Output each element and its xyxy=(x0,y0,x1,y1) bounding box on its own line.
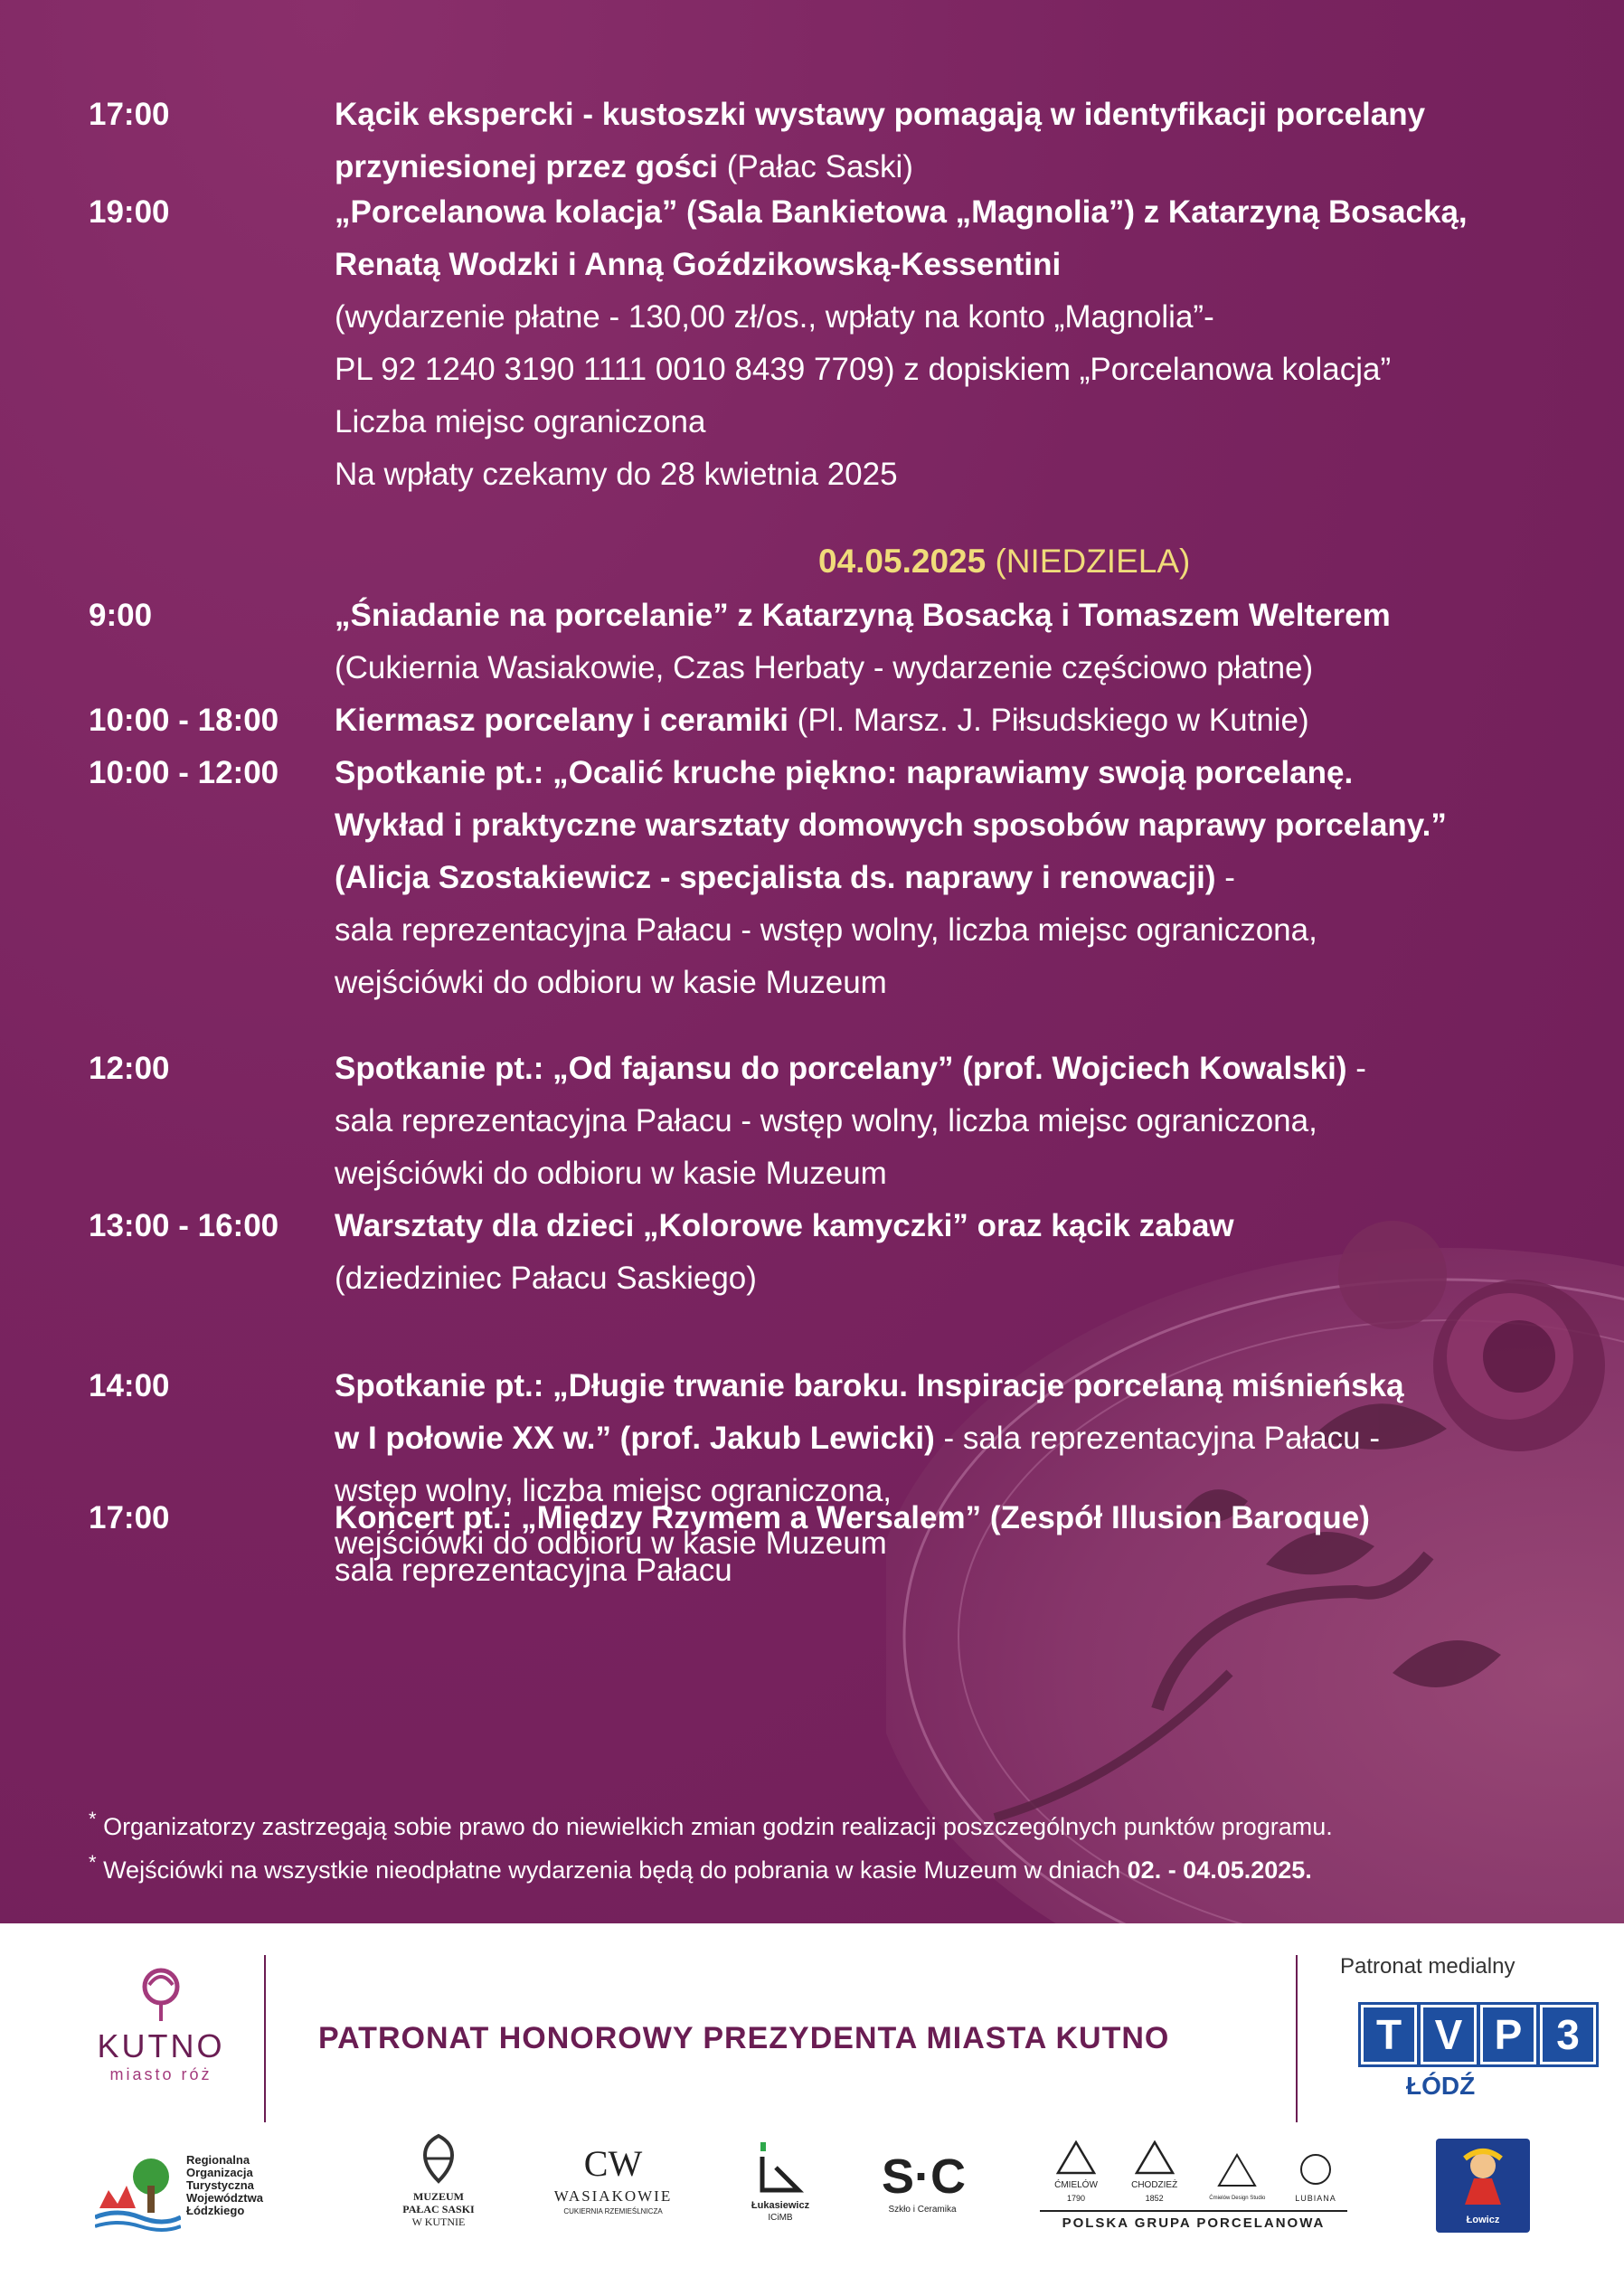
muzeum-line: PAŁAC SASKI xyxy=(402,2203,475,2215)
description-line xyxy=(335,1148,1572,1200)
description-line xyxy=(335,694,1572,747)
program-entry xyxy=(89,1492,1572,1597)
entry-time: 10:00 - 12:00 xyxy=(89,755,279,790)
bold-text: Wykład i praktyczne warsztaty domowych sposobów naprawy porcelany.” xyxy=(335,808,1447,843)
regular-text: (dziedziniec Pałacu Saskiego) xyxy=(335,1261,757,1296)
lubiana-icon xyxy=(1298,2151,1334,2187)
design-studio-triangle-icon xyxy=(1217,2153,1257,2187)
footnote-date: 02. - 04.05.2025. xyxy=(1127,1856,1312,1884)
description-line xyxy=(335,799,1572,852)
regular-text: (Cukiernia Wasiakowie, Czas Herbaty - wydarzenie częściowo płatne) xyxy=(335,650,1314,685)
bold-text: Renatą Wodzki i Anną Goździkowską-Kessentini xyxy=(335,247,1062,282)
regular-text: wejściówki do odbioru w kasie Muzeum xyxy=(335,965,887,1000)
muzeum-line: MUZEUM xyxy=(413,2190,464,2203)
pgp-group: POLSKA GRUPA PORCELANOWA xyxy=(1040,2210,1347,2231)
program-entry xyxy=(89,590,1572,694)
day2-date: 04.05.2025 xyxy=(818,543,987,580)
pgp-brand: CHODZIEŻ xyxy=(1131,2180,1178,2190)
entry-time: 19:00 xyxy=(89,194,170,230)
description-line xyxy=(335,291,1572,344)
pgp-brand: Ćmielów Design Studio xyxy=(1209,2196,1266,2201)
regular-text: wejściówki do odbioru w kasie Muzeum xyxy=(335,1156,887,1191)
lowicz-logo xyxy=(1436,2139,1530,2233)
sc-logo xyxy=(882,2149,966,2216)
bold-text: przyniesionej przez gości xyxy=(335,149,718,184)
tvp3-logo xyxy=(1361,2005,1596,2064)
regular-text: - xyxy=(1346,1051,1366,1086)
description-line xyxy=(335,1412,1572,1465)
entry-description xyxy=(335,590,1572,694)
entry-description xyxy=(335,694,1572,747)
entry-description xyxy=(335,186,1572,501)
wasiakowie-name: WASIAKOWIE xyxy=(553,2187,673,2205)
regular-text: (Pałac Saski) xyxy=(718,149,913,184)
entry-description xyxy=(335,89,1572,194)
bold-text: „Porcelanowa kolacja” (Sala Bankietowa „Magnolia”) z Katarzyną Bosacką, xyxy=(335,194,1468,230)
description-line xyxy=(335,344,1572,396)
lukasiewicz-sub: ICiMB xyxy=(768,2213,793,2223)
rot-line: Łódzkiego xyxy=(186,2204,245,2217)
muzeum-line: W KUTNIE xyxy=(411,2215,466,2228)
description-line xyxy=(335,590,1572,642)
tree-icon xyxy=(95,2154,181,2235)
bold-text: Kącik ekspercki - kustoszki wystawy pomagają w identyfikacji porcelany xyxy=(335,97,1426,132)
bold-text: Warsztaty dla dzieci „Kolorowe kamyczki” oraz kącik zabaw xyxy=(335,1208,1234,1243)
pgp-year: 1852 xyxy=(1145,2194,1164,2203)
muzeum-logo xyxy=(389,2131,488,2228)
regular-text: - xyxy=(1215,860,1235,895)
lowicz-name: Łowicz xyxy=(1466,2215,1500,2225)
bold-text: w I połowie XX w.” (prof. Jakub Lewicki) xyxy=(335,1421,935,1456)
description-line xyxy=(335,1544,1572,1597)
entry-description xyxy=(335,1492,1572,1597)
tvp-letter: P xyxy=(1480,2005,1536,2064)
tvp-letter: V xyxy=(1421,2005,1477,2064)
kutno-wordmark: KUTNO xyxy=(97,2027,225,2064)
regular-text: sala reprezentacyjna Pałacu xyxy=(335,1553,732,1588)
tvp-letter: T xyxy=(1361,2005,1417,2064)
description-line xyxy=(335,239,1572,291)
description-line xyxy=(335,1200,1572,1252)
lukasiewicz-icon xyxy=(753,2140,807,2195)
footnote-mark: * xyxy=(89,1808,97,1830)
rot-line: Województwa xyxy=(186,2191,263,2205)
rot-logo xyxy=(95,2154,303,2235)
regular-text: sala reprezentacyjna Pałacu - wstęp wolny, liczba miejsc ograniczona, xyxy=(335,912,1317,948)
kutno-logo xyxy=(89,1960,233,2084)
honorary-patronage: PATRONAT HONOROWY PREZYDENTA MIASTA KUTNO xyxy=(318,2021,1170,2055)
rot-line: Regionalna xyxy=(186,2153,250,2167)
regular-text: wstęp wolny, liczba miejsc ograniczona, xyxy=(335,1473,892,1508)
footnote-mark: * xyxy=(89,1851,97,1874)
description-line xyxy=(335,904,1572,957)
day2-weekday: (NIEDZIELA) xyxy=(995,543,1191,580)
regular-text: (wydarzenie płatne - 130,00 zł/os., wpłaty na konto „Magnolia”- xyxy=(335,299,1214,335)
entry-time: 17:00 xyxy=(89,1500,170,1535)
description-line xyxy=(335,957,1572,1009)
lukasiewicz-name: Łukasiewicz xyxy=(751,2200,810,2211)
description-line xyxy=(335,1252,1572,1305)
entry-time: 17:00 xyxy=(89,97,170,132)
wasiakowie-logo xyxy=(550,2140,676,2218)
bold-text: Spotkanie pt.: „Długie trwanie baroku. Inspiracje porcelaną miśnieńską xyxy=(335,1368,1404,1403)
description-line xyxy=(335,449,1572,501)
cmielow-triangle-icon xyxy=(1056,2140,1096,2175)
divider-right xyxy=(1296,1955,1298,2122)
description-line xyxy=(335,642,1572,694)
program-entry xyxy=(89,1043,1572,1200)
regular-text: wejściówki do odbioru w kasie Muzeum xyxy=(335,1526,887,1561)
description-line xyxy=(335,1095,1572,1148)
description-line xyxy=(335,1492,1572,1544)
rose-icon xyxy=(129,1960,193,2023)
description-line xyxy=(335,186,1572,239)
bold-text: Spotkanie pt.: „Ocalić kruche piękno: naprawiamy swoją porcelanę. xyxy=(335,755,1354,790)
bold-text: „Śniadanie na porcelanie” z Katarzyną Bosacką i Tomaszem Welterem xyxy=(335,598,1391,633)
wasiakowie-sub: CUKIERNIA RZEMIEŚLNICZA xyxy=(563,2207,663,2215)
wasiakowie-monogram: CW xyxy=(583,2143,643,2184)
description-line xyxy=(335,747,1572,799)
program-entry xyxy=(89,694,1572,747)
regular-text: Liczba miejsc ograniczona xyxy=(335,404,706,439)
entry-time: 13:00 - 16:00 xyxy=(89,1208,279,1243)
regular-text: Na wpłaty czekamy do 28 kwietnia 2025 xyxy=(335,457,898,492)
bold-text: Kiermasz porcelany i ceramiki xyxy=(335,703,788,738)
description-line xyxy=(335,1043,1572,1095)
kutno-tagline: miasto róż xyxy=(109,2065,212,2083)
day2-header xyxy=(0,535,1624,588)
bold-text: Spotkanie pt.: „Od fajansu do porcelany” (prof. Wojciech Kowalski) xyxy=(335,1051,1347,1086)
program-entry xyxy=(89,1200,1572,1305)
entry-time: 14:00 xyxy=(89,1368,170,1403)
chodziez-triangle-icon xyxy=(1135,2140,1175,2175)
description-line xyxy=(335,89,1572,141)
pgp-logo xyxy=(1040,2140,1347,2231)
divider-left xyxy=(264,1955,266,2122)
entry-description xyxy=(335,747,1572,1009)
description-line xyxy=(335,1360,1572,1412)
entry-time: 9:00 xyxy=(89,598,153,633)
bold-text: (Alicja Szostakiewicz - specjalista ds. naprawy i renowacji) xyxy=(335,860,1216,895)
regular-text: PL 92 1240 3190 1111 0010 8439 7709) z dopiskiem „Porcelanowa kolacja” xyxy=(335,352,1392,387)
regular-text: sala reprezentacyjna Pałacu - wstęp wolny, liczba miejsc ograniczona, xyxy=(335,1103,1317,1138)
program-entry xyxy=(89,747,1572,1009)
rot-line: Organizacja xyxy=(186,2166,253,2179)
bold-text: Koncert pt.: „Między Rzymem a Wersalem” (Zespół Illusion Baroque) xyxy=(335,1500,1370,1535)
footnote xyxy=(89,1800,1333,1847)
program-entry xyxy=(89,89,1572,194)
tvp-letter: 3 xyxy=(1540,2005,1596,2064)
ornament-icon xyxy=(411,2131,466,2186)
footnote-text: Wejściówki na wszystkie nieodpłatne wydarzenia będą do pobrania w kasie Muzeum w dniach xyxy=(96,1856,1128,1884)
sc-mark: S·C xyxy=(882,2149,966,2204)
program-entry xyxy=(89,186,1572,501)
description-line xyxy=(335,852,1572,904)
media-patronage-label: Patronat medialny xyxy=(1340,1954,1515,1979)
entry-description xyxy=(335,1043,1572,1200)
regular-text: (Pl. Marsz. J. Piłsudskiego w Kutnie) xyxy=(788,703,1309,738)
entry-description xyxy=(335,1200,1572,1305)
regular-text: - sala reprezentacyjna Pałacu - xyxy=(934,1421,1380,1456)
pgp-brand: LUBIANA xyxy=(1295,2194,1336,2203)
pgp-year: 1790 xyxy=(1066,2194,1086,2203)
sc-sub: Szkło i Ceramika xyxy=(888,2205,957,2215)
entry-time: 10:00 - 18:00 xyxy=(89,703,279,738)
tvp-region: ŁÓDŹ xyxy=(1406,2072,1476,2100)
description-line xyxy=(335,396,1572,449)
entry-time: 12:00 xyxy=(89,1051,170,1086)
footer-band xyxy=(0,1923,1624,2286)
footnote xyxy=(89,1843,1312,1890)
lukasiewicz-logo xyxy=(740,2140,821,2225)
lowicz-figure-icon xyxy=(1451,2146,1515,2209)
rot-line: Turystyczna xyxy=(186,2178,254,2192)
pgp-brand: ĆMIELÓW xyxy=(1054,2180,1098,2190)
footnote-text: Organizatorzy zastrzegają sobie prawo do niewielkich zmian godzin realizacji poszczególnych punktów programu. xyxy=(96,1813,1333,1840)
